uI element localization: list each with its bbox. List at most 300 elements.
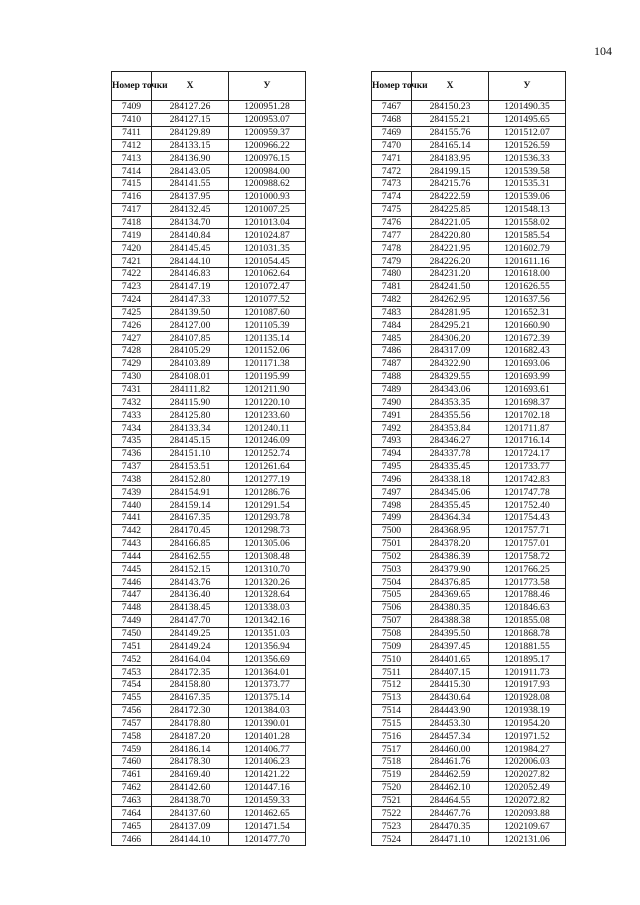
cell-y: 1201077.52 [229,293,306,306]
cell-y: 1201611.16 [489,255,566,268]
cell-y: 1201495.65 [489,113,566,126]
cell-x: 284380.35 [412,601,489,614]
table-row [112,691,306,704]
cell-point-number: 7469 [372,126,412,139]
cell-point-number: 7447 [112,589,152,602]
cell-y: 1201000.93 [229,190,306,203]
cell-y: 1201406.77 [229,743,306,756]
cell-point-number: 7452 [112,653,152,666]
cell-x: 284430.64 [412,691,489,704]
cell-point-number: 7485 [372,332,412,345]
cell-point-number: 7423 [112,280,152,293]
cell-y: 1201895.17 [489,653,566,666]
cell-x: 284462.10 [412,781,489,794]
cell-x: 284241.50 [412,280,489,293]
cell-x: 284467.76 [412,807,489,820]
table-row [372,280,566,293]
cell-x: 284369.65 [412,589,489,602]
cell-x: 284162.55 [152,550,229,563]
cell-y: 1201788.46 [489,589,566,602]
cell-point-number: 7480 [372,267,412,280]
cell-y: 1201698.37 [489,396,566,409]
cell-point-number: 7418 [112,216,152,229]
table-row [112,178,306,191]
cell-y: 1201342.16 [229,614,306,627]
cell-point-number: 7428 [112,345,152,358]
table-row [372,717,566,730]
cell-y: 1201277.19 [229,473,306,486]
cell-x: 284222.59 [412,190,489,203]
cell-point-number: 7424 [112,293,152,306]
table-row [372,396,566,409]
cell-x: 284379.90 [412,563,489,576]
table-row [372,473,566,486]
table-row [372,781,566,794]
table-row [112,653,306,666]
cell-point-number: 7471 [372,152,412,165]
table-row [372,563,566,576]
cell-y: 1201328.64 [229,589,306,602]
cell-y: 1201356.94 [229,640,306,653]
cell-point-number: 7481 [372,280,412,293]
cell-point-number: 7490 [372,396,412,409]
cell-y: 1201512.07 [489,126,566,139]
cell-point-number: 7482 [372,293,412,306]
cell-point-number: 7425 [112,306,152,319]
table-row [112,666,306,679]
cell-x: 284146.83 [152,267,229,280]
cell-y: 1201305.06 [229,537,306,550]
cell-y: 1200951.28 [229,101,306,114]
cell-y: 1201758.72 [489,550,566,563]
cell-y: 1201585.54 [489,229,566,242]
table-row [112,524,306,537]
cell-point-number: 7420 [112,242,152,255]
cell-point-number: 7441 [112,512,152,525]
cell-y: 1201773.58 [489,576,566,589]
cell-point-number: 7509 [372,640,412,653]
table-row [112,550,306,563]
table-row [372,666,566,679]
cell-y: 1201742.83 [489,473,566,486]
cell-point-number: 7470 [372,139,412,152]
cell-y: 1201618.00 [489,267,566,280]
cell-point-number: 7411 [112,126,152,139]
cell-y: 1201338.03 [229,601,306,614]
cell-point-number: 7486 [372,345,412,358]
cell-y: 1201240.11 [229,422,306,435]
table-row [372,678,566,691]
table-row [112,447,306,460]
cell-point-number: 7458 [112,730,152,743]
cell-x: 284150.23 [412,101,489,114]
table-row [112,768,306,781]
cell-y: 1201855.08 [489,614,566,627]
cell-point-number: 7442 [112,524,152,537]
table-row [112,165,306,178]
cell-point-number: 7501 [372,537,412,550]
cell-x: 284386.39 [412,550,489,563]
table-row [372,576,566,589]
cell-x: 284159.14 [152,499,229,512]
table-row [372,345,566,358]
cell-y: 1201351.03 [229,627,306,640]
table-row [372,434,566,447]
cell-point-number: 7435 [112,434,152,447]
cell-point-number: 7495 [372,460,412,473]
cell-point-number: 7438 [112,473,152,486]
cell-x: 284152.80 [152,473,229,486]
cell-point-number: 7478 [372,242,412,255]
cell-point-number: 7450 [112,627,152,640]
cell-y: 1201637.56 [489,293,566,306]
table-row [372,537,566,550]
cell-point-number: 7487 [372,357,412,370]
cell-x: 284138.45 [152,601,229,614]
table-row [112,242,306,255]
cell-y: 1201754.43 [489,512,566,525]
cell-point-number: 7445 [112,563,152,576]
cell-x: 284147.19 [152,280,229,293]
cell-x: 284322.90 [412,357,489,370]
table-row [112,678,306,691]
cell-x: 284353.84 [412,422,489,435]
cell-x: 284172.30 [152,704,229,717]
cell-y: 1201626.55 [489,280,566,293]
table-row [372,820,566,833]
cell-point-number: 7419 [112,229,152,242]
table-row [372,422,566,435]
cell-point-number: 7449 [112,614,152,627]
cell-y: 1201233.60 [229,409,306,422]
table-row [112,576,306,589]
cell-x: 284460.00 [412,743,489,756]
cell-x: 284167.35 [152,691,229,704]
cell-y: 1201660.90 [489,319,566,332]
cell-point-number: 7517 [372,743,412,756]
cell-y: 1201087.60 [229,306,306,319]
cell-y: 1201246.09 [229,434,306,447]
cell-x: 284165.14 [412,139,489,152]
cell-x: 284134.70 [152,216,229,229]
cell-point-number: 7421 [112,255,152,268]
cell-y: 1201031.35 [229,242,306,255]
cell-x: 284166.85 [152,537,229,550]
cell-y: 1201406.23 [229,756,306,769]
cell-point-number: 7455 [112,691,152,704]
table-row [372,332,566,345]
cell-y: 1202052.49 [489,781,566,794]
cell-point-number: 7506 [372,601,412,614]
table-row [112,614,306,627]
cell-point-number: 7466 [112,833,152,846]
page-number: 104 [594,44,612,58]
cell-x: 284144.10 [152,833,229,846]
table-row [112,139,306,152]
cell-x: 284378.20 [412,537,489,550]
cell-y: 1201868.78 [489,627,566,640]
cell-y: 1201252.74 [229,447,306,460]
cell-point-number: 7489 [372,383,412,396]
table-row [372,242,566,255]
cell-x: 284338.18 [412,473,489,486]
cell-point-number: 7502 [372,550,412,563]
cell-point-number: 7414 [112,165,152,178]
cell-point-number: 7472 [372,165,412,178]
table-row [372,627,566,640]
table-row [112,473,306,486]
header-y: У [489,72,566,101]
table-row [372,409,566,422]
cell-point-number: 7499 [372,512,412,525]
table-row [112,319,306,332]
cell-y: 1201548.13 [489,203,566,216]
table-row [372,113,566,126]
table-row [372,255,566,268]
cell-y: 1201535.31 [489,178,566,191]
cell-x: 284355.56 [412,409,489,422]
cell-y: 1201072.47 [229,280,306,293]
cell-point-number: 7417 [112,203,152,216]
header-point-number: Номер точки [372,72,412,101]
cell-point-number: 7468 [372,113,412,126]
cell-point-number: 7444 [112,550,152,563]
table-row [372,601,566,614]
cell-y: 1201917.93 [489,678,566,691]
cell-x: 284443.90 [412,704,489,717]
cell-x: 284140.84 [152,229,229,242]
cell-y: 1201171.38 [229,357,306,370]
cell-x: 284108.01 [152,370,229,383]
cell-y: 1201539.06 [489,190,566,203]
cell-x: 284329.55 [412,370,489,383]
cell-point-number: 7473 [372,178,412,191]
cell-y: 1201375.14 [229,691,306,704]
cell-y: 1201539.58 [489,165,566,178]
cell-x: 284355.45 [412,499,489,512]
cell-y: 1200966.22 [229,139,306,152]
cell-y: 1202109.67 [489,820,566,833]
cell-y: 1201384.03 [229,704,306,717]
cell-point-number: 7422 [112,267,152,280]
cell-y: 1201716.14 [489,434,566,447]
table-row [372,460,566,473]
cell-y: 1201135.14 [229,332,306,345]
cell-x: 284115.90 [152,396,229,409]
cell-point-number: 7457 [112,717,152,730]
cell-point-number: 7463 [112,794,152,807]
table-row [112,486,306,499]
cell-point-number: 7498 [372,499,412,512]
cell-y: 1202093.88 [489,807,566,820]
cell-point-number: 7443 [112,537,152,550]
cell-x: 284187.20 [152,730,229,743]
cell-y: 1201984.27 [489,743,566,756]
cell-y: 1200984.00 [229,165,306,178]
cell-x: 284155.76 [412,126,489,139]
cell-point-number: 7494 [372,447,412,460]
cell-y: 1201261.64 [229,460,306,473]
cell-y: 1201846.63 [489,601,566,614]
cell-x: 284137.95 [152,190,229,203]
cell-point-number: 7513 [372,691,412,704]
cell-y: 1201682.43 [489,345,566,358]
cell-point-number: 7505 [372,589,412,602]
cell-point-number: 7476 [372,216,412,229]
cell-x: 284153.51 [152,460,229,473]
header-y: У [229,72,306,101]
cell-point-number: 7461 [112,768,152,781]
cell-point-number: 7433 [112,409,152,422]
table-row [112,422,306,435]
table-row [112,280,306,293]
table-row [112,743,306,756]
cell-y: 1201536.33 [489,152,566,165]
table-row [372,486,566,499]
cell-x: 284461.76 [412,756,489,769]
table-row [372,203,566,216]
cell-y: 1201390.01 [229,717,306,730]
cell-point-number: 7430 [112,370,152,383]
cell-y: 1201471.54 [229,820,306,833]
cell-x: 284453.30 [412,717,489,730]
table-row [112,203,306,216]
cell-point-number: 7512 [372,678,412,691]
cell-point-number: 7484 [372,319,412,332]
table-row [372,190,566,203]
cell-x: 284364.34 [412,512,489,525]
cell-point-number: 7508 [372,627,412,640]
cell-x: 284136.90 [152,152,229,165]
cell-x: 284149.25 [152,627,229,640]
cell-y: 1201421.22 [229,768,306,781]
cell-x: 284225.85 [412,203,489,216]
cell-y: 1201724.17 [489,447,566,460]
cell-y: 1201526.59 [489,139,566,152]
table-row [372,139,566,152]
cell-point-number: 7439 [112,486,152,499]
cell-y: 1201938.19 [489,704,566,717]
cell-y: 1201013.04 [229,216,306,229]
cell-x: 284376.85 [412,576,489,589]
cell-point-number: 7488 [372,370,412,383]
table-row [112,332,306,345]
table-row [112,627,306,640]
table-row [112,267,306,280]
cell-y: 1201652.31 [489,306,566,319]
coordinates-table-left [111,71,306,846]
cell-point-number: 7448 [112,601,152,614]
cell-point-number: 7518 [372,756,412,769]
cell-x: 284129.89 [152,126,229,139]
cell-y: 1200959.37 [229,126,306,139]
cell-point-number: 7432 [112,396,152,409]
cell-y: 1201702.18 [489,409,566,422]
cell-point-number: 7515 [372,717,412,730]
cell-point-number: 7523 [372,820,412,833]
table-row [372,512,566,525]
cell-x: 284147.33 [152,293,229,306]
cell-x: 284127.26 [152,101,229,114]
header-x: X [152,72,229,101]
cell-x: 284169.40 [152,768,229,781]
cell-y: 1201757.01 [489,537,566,550]
cell-x: 284145.45 [152,242,229,255]
table-row [112,216,306,229]
table-row [112,537,306,550]
table-row [372,589,566,602]
table-row [372,691,566,704]
cell-y: 1201211.90 [229,383,306,396]
cell-y: 1201747.78 [489,486,566,499]
cell-point-number: 7521 [372,794,412,807]
cell-y: 1201364.01 [229,666,306,679]
table-row [112,499,306,512]
cell-x: 284147.70 [152,614,229,627]
cell-x: 284345.06 [412,486,489,499]
cell-x: 284105.29 [152,345,229,358]
table-row [112,756,306,769]
table-row [112,704,306,717]
cell-y: 1201954.20 [489,717,566,730]
cell-point-number: 7409 [112,101,152,114]
cell-x: 284137.60 [152,807,229,820]
cell-x: 284415.30 [412,678,489,691]
cell-point-number: 7431 [112,383,152,396]
cell-x: 284145.15 [152,434,229,447]
cell-point-number: 7459 [112,743,152,756]
table-row [372,730,566,743]
table-row [112,306,306,319]
cell-y: 1201971.52 [489,730,566,743]
table-row [372,524,566,537]
cell-y: 1201152.06 [229,345,306,358]
cell-x: 284407.15 [412,666,489,679]
cell-point-number: 7462 [112,781,152,794]
table-row [112,152,306,165]
cell-point-number: 7410 [112,113,152,126]
table-row [112,409,306,422]
cell-y: 1201693.61 [489,383,566,396]
cell-x: 284306.20 [412,332,489,345]
cell-x: 284178.80 [152,717,229,730]
table-row [372,807,566,820]
cell-y: 1201286.76 [229,486,306,499]
table-row [112,293,306,306]
cell-point-number: 7503 [372,563,412,576]
table-row [372,640,566,653]
cell-y: 1201928.08 [489,691,566,704]
table-row [112,781,306,794]
cell-x: 284178.30 [152,756,229,769]
cell-point-number: 7522 [372,807,412,820]
table-row [112,101,306,114]
table-row [112,434,306,447]
table-row [372,101,566,114]
cell-point-number: 7507 [372,614,412,627]
table-row [112,601,306,614]
cell-y: 1201007.25 [229,203,306,216]
cell-point-number: 7511 [372,666,412,679]
cell-y: 1201320.26 [229,576,306,589]
table-row [112,460,306,473]
cell-point-number: 7426 [112,319,152,332]
table-row [112,640,306,653]
table-row [112,255,306,268]
cell-point-number: 7427 [112,332,152,345]
cell-point-number: 7492 [372,422,412,435]
table-row [372,126,566,139]
